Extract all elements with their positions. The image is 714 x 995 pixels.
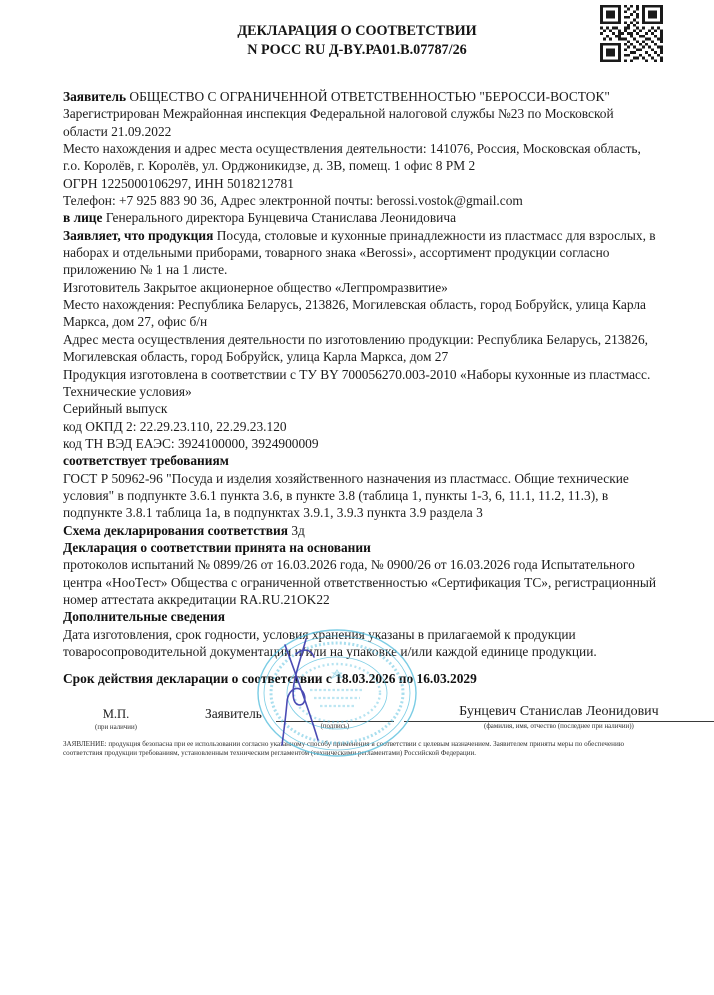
validity-period: Срок действия декларации о соответствии с 18.03.2026 по 16.03.2029 (63, 671, 477, 687)
applicant-label: Заявитель (205, 705, 262, 721)
paragraph-applicant-address (63, 140, 657, 175)
declaration-number: N РОСС RU Д-BY.РА01.В.07787/26 (247, 41, 467, 58)
mp-stamp-place (77, 706, 155, 731)
paragraph-contacts (63, 192, 657, 209)
holder-name: Бунцевич Станислав Леонидович (459, 703, 659, 719)
paragraph-text: ОГРН 1225000106297, ИНН 5018212781 (63, 175, 294, 191)
paragraph-additional-info (63, 626, 657, 661)
qr-code-icon (600, 5, 663, 62)
paragraph-text: код ОКПД 2: 22.29.23.110, 22.29.23.120 (63, 418, 287, 434)
paragraph-represented-by (63, 209, 657, 226)
signature-row (63, 703, 659, 731)
paragraph-text: ГОСТ Р 50962-96 "Посуда и изделия хозяйственного назначения из пластмасс. Общие технические условия" в подпункте 3.6.1 пункта 3.6, в пункте 3.8 (таблица 1, пункты 1-3, 6, 11.1, 11.2, 11.3), в подпункте 3.8.1 таблица 1а, в подпунктах 3.9.1, 3.9.3 пункта 3.9 раздела 3 (63, 470, 629, 521)
paragraph-conforms-heading (63, 452, 657, 469)
paragraph-registration (63, 105, 657, 140)
paragraph-additional-info-heading (63, 608, 657, 625)
paragraph-text: Серийный выпуск (63, 401, 168, 417)
paragraph-gost (63, 470, 657, 522)
paragraph-manufacturer (63, 279, 657, 296)
paragraph-label: Схема декларирования соответствия (63, 522, 288, 538)
paragraph-tnved-code (63, 435, 657, 452)
page-title: ДЕКЛАРАЦИЯ О СООТВЕТСТВИИ (237, 23, 477, 39)
paragraph-label: в лице (63, 210, 103, 226)
paragraph-production-address (63, 331, 657, 366)
paragraph-product (63, 227, 657, 279)
paragraph-label: соответствует требованиям (63, 453, 229, 469)
signature-line (276, 705, 394, 730)
paragraph-test-reports (63, 556, 657, 608)
statement-text: ЗАЯВЛЕНИЕ: продукция безопасна при ее использовании согласно указанному способу применения в соответствии с целевым назначением. Заявителем приняты меры по обеспечению соответствия продукции требованиям, установленным техническим регламентом (техническими регламентами) Российской Федерации. (63, 739, 625, 758)
paragraph-serial-production (63, 400, 657, 417)
paragraph-text: Зарегистрирован Межрайонная инспекция Федеральной налоговой службы №23 по Московской области 21.09.2022 (63, 106, 614, 139)
paragraph-text: 3д (287, 522, 305, 538)
paragraph-text: Изготовитель Закрытое акционерное общество «Легпромразвитие» (63, 279, 448, 295)
paragraph-text: протоколов испытаний № 0899/26 от 16.03.2026 года, № 0900/26 от 16.03.2026 года Испытательного центра «НооТест» Общества с ограниченной ответственностью «Сертификация ТС», регистрационный номер аттестата аккредитации RA.RU.21OK22 (63, 557, 657, 607)
paragraph-okpd-code (63, 418, 657, 435)
paragraph-applicant (63, 88, 657, 105)
paragraph-text: ОБЩЕСТВО С ОГРАНИЧЕННОЙ ОТВЕТСТВЕННОСТЬЮ "БЕРОССИ-ВОСТОК" (126, 89, 610, 104)
paragraph-declaration-scheme (63, 522, 657, 539)
holder-name-note: (фамилия, имя, отчество (последнее при наличии)) (484, 722, 634, 730)
paragraph-manufacturer-address (63, 296, 657, 331)
paragraph-text: Дата изготовления, срок годности, условия хранения указаны в прилагаемой к продукции товаросопроводительной документации и/или на упаковке и/или каждой единице продукции. (63, 626, 597, 659)
mp-label: М.П. (102, 706, 130, 721)
paragraph-text: Телефон: +7 925 883 90 36, Адрес электронной почты: berossi.vostok@gmail.com (63, 193, 523, 209)
signature-note: (подпись) (320, 722, 350, 730)
paragraph-text: Место нахождения и адрес места осуществления деятельности: 141076, Россия, Московская область, г.о. Королёв, г. Королёв, ул. Орджоникидзе, д. 3В, помещ. 1 офис 8 РМ 2 (63, 141, 641, 174)
paragraph-text: Адрес места осуществления деятельности по изготовлению продукции: Республика Беларусь, 213826, Могилевская область, город Бобруйск, улица Карла Маркса, дом 27 (63, 331, 648, 365)
paragraph-tu-standard (63, 366, 657, 401)
paragraph-label: Заявляет, что продукция (63, 227, 214, 243)
paragraph-basis-heading (63, 539, 657, 556)
paragraph-label: Дополнительные сведения (63, 609, 225, 625)
paragraph-text: Посуда, столовые и кухонные принадлежности из пластмасс для взрослых, в наборах и отдельными приборами, товарного знака «Berossi», ассортимент продукции согласно приложению № 1 на 1 листе. (63, 227, 656, 278)
holder-name-line (404, 703, 714, 730)
paragraph-label: Заявитель (63, 89, 127, 104)
paragraph-text: код ТН ВЭД ЕАЭС: 3924100000, 3924900009 (63, 435, 319, 451)
paragraph-text: Генерального директора Бунцевича Станислава Леонидовича (102, 210, 457, 226)
paragraph-text: Продукция изготовлена в соответствии с ТУ BY 700056270.003-2010 «Наборы кухонные из пластмасс. Технические условия» (63, 366, 651, 399)
paragraph-ogrn-inn (63, 175, 657, 192)
paragraph-text: Место нахождения: Республика Беларусь, 213826, Могилевская область, город Бобруйск, улица Карла Маркса, дом 27, офис б/н (63, 297, 646, 330)
mp-note: (при наличии) (95, 723, 137, 731)
paragraph-label: Декларация о соответствии принята на основании (63, 539, 371, 555)
doc-body (63, 88, 657, 688)
